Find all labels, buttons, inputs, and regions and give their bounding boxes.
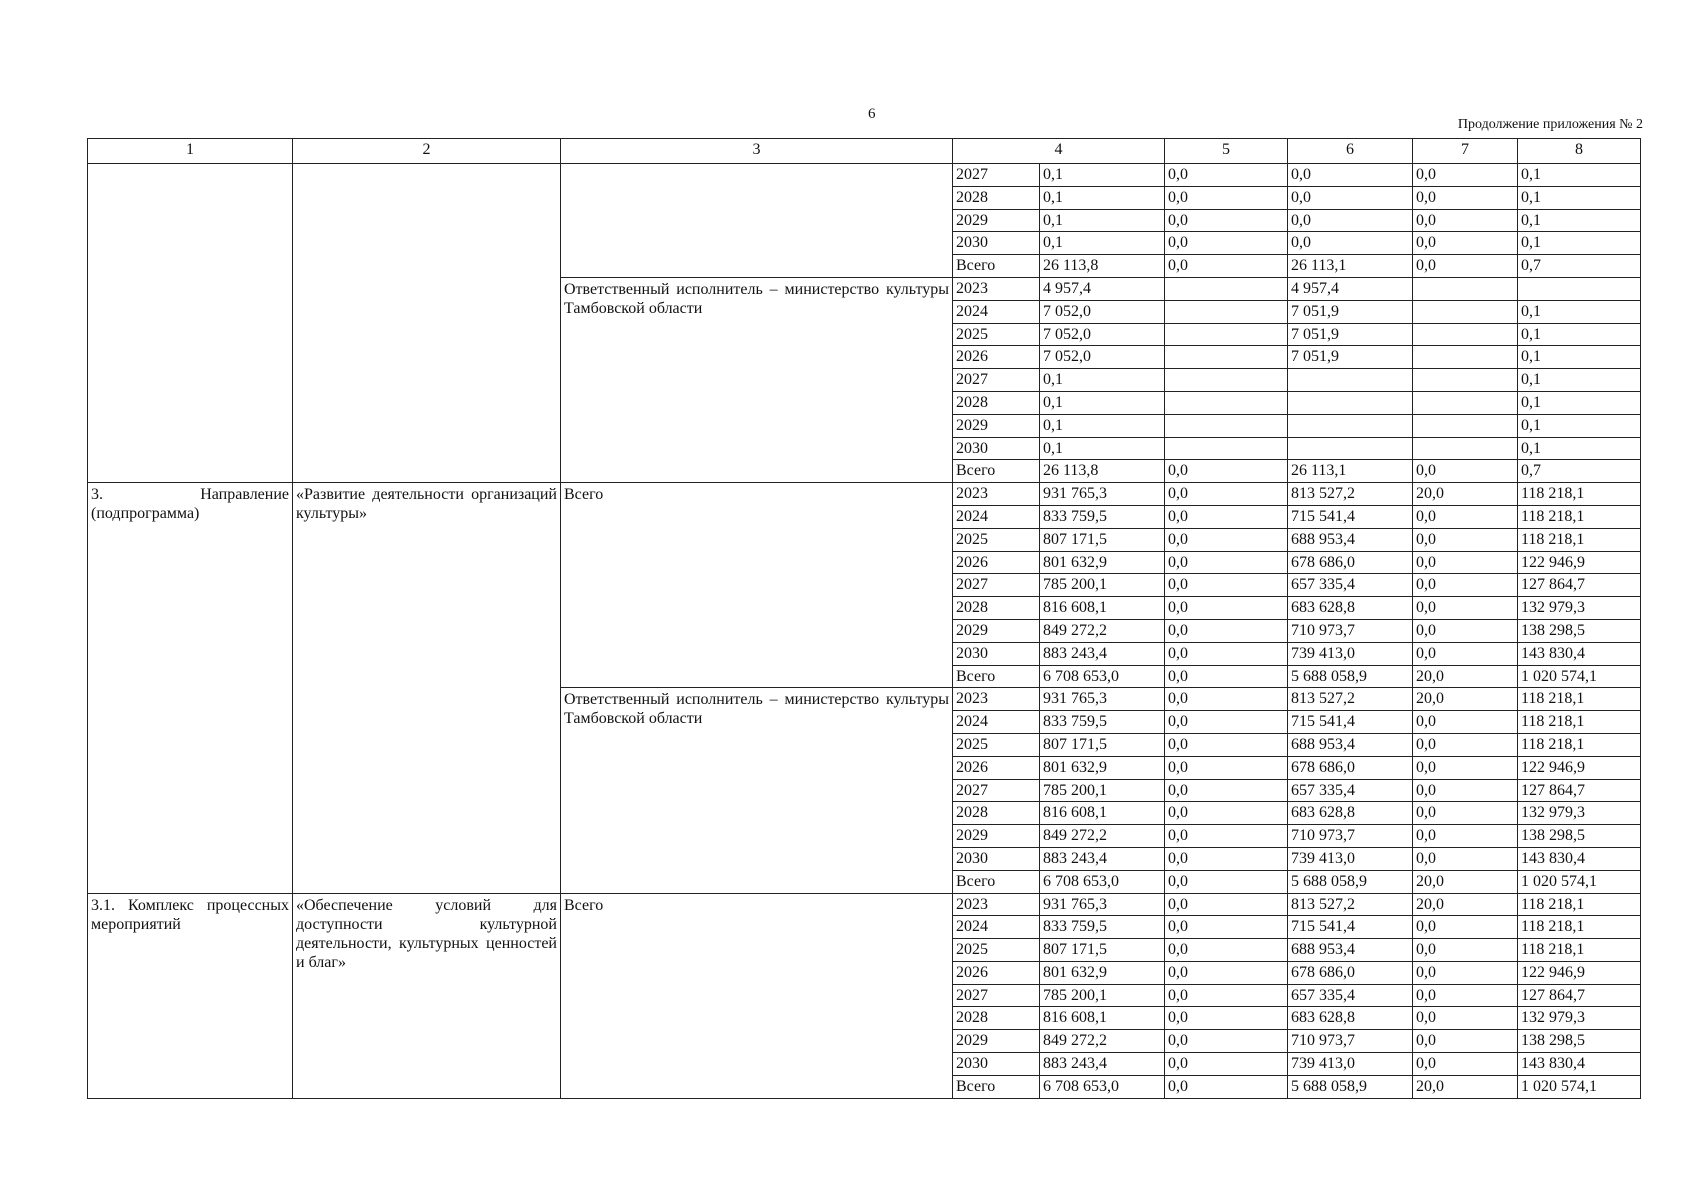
- local-budget-cell: 20,0: [1413, 870, 1518, 893]
- federal-budget-cell: 0,0: [1165, 711, 1288, 734]
- total-cell: 0,1: [1040, 437, 1165, 460]
- federal-budget-cell: [1165, 346, 1288, 369]
- direction-cell: 3.1. Комплекс процессных мероприятий: [88, 893, 293, 1098]
- regional-budget-cell: 688 953,4: [1288, 733, 1413, 756]
- federal-budget-cell: 0,0: [1165, 186, 1288, 209]
- local-budget-cell: 20,0: [1413, 665, 1518, 688]
- executor-cell: Всего: [561, 483, 953, 688]
- regional-budget-cell: 657 335,4: [1288, 779, 1413, 802]
- federal-budget-cell: 0,0: [1165, 209, 1288, 232]
- regional-budget-cell: 710 973,7: [1288, 825, 1413, 848]
- extrabudgetary-cell: 143 830,4: [1518, 847, 1641, 870]
- extrabudgetary-cell: 138 298,5: [1518, 619, 1641, 642]
- year-cell: Всего: [953, 255, 1040, 278]
- federal-budget-cell: [1165, 437, 1288, 460]
- total-cell: 0,1: [1040, 369, 1165, 392]
- year-cell: 2027: [953, 779, 1040, 802]
- year-cell: 2024: [953, 711, 1040, 734]
- year-cell: 2027: [953, 984, 1040, 1007]
- total-cell: 4 957,4: [1040, 277, 1165, 300]
- year-cell: 2029: [953, 619, 1040, 642]
- regional-budget-cell: 739 413,0: [1288, 1053, 1413, 1076]
- total-cell: 7 052,0: [1040, 323, 1165, 346]
- column-header-5: 5: [1165, 139, 1288, 164]
- total-cell: 849 272,2: [1040, 825, 1165, 848]
- local-budget-cell: [1413, 437, 1518, 460]
- extrabudgetary-cell: 1 020 574,1: [1518, 665, 1641, 688]
- total-cell: 26 113,8: [1040, 460, 1165, 483]
- extrabudgetary-cell: 0,1: [1518, 323, 1641, 346]
- local-budget-cell: 0,0: [1413, 1053, 1518, 1076]
- extrabudgetary-cell: 0,1: [1518, 391, 1641, 414]
- table-row: [88, 893, 1641, 916]
- extrabudgetary-cell: 118 218,1: [1518, 733, 1641, 756]
- year-cell: 2029: [953, 209, 1040, 232]
- year-cell: 2026: [953, 961, 1040, 984]
- total-cell: 785 200,1: [1040, 984, 1165, 1007]
- year-cell: 2030: [953, 232, 1040, 255]
- executor-cell: Всего: [561, 893, 953, 1098]
- year-cell: 2023: [953, 688, 1040, 711]
- federal-budget-cell: 0,0: [1165, 1075, 1288, 1098]
- total-cell: 931 765,3: [1040, 688, 1165, 711]
- regional-budget-cell: 813 527,2: [1288, 688, 1413, 711]
- executor-cell: Ответственный исполнитель – министерство культуры Тамбовской области: [561, 277, 953, 482]
- page-number: 6: [868, 106, 876, 122]
- total-cell: 0,1: [1040, 414, 1165, 437]
- total-cell: 807 171,5: [1040, 733, 1165, 756]
- column-header-2: 2: [293, 139, 561, 164]
- local-budget-cell: 0,0: [1413, 984, 1518, 1007]
- regional-budget-cell: 7 051,9: [1288, 300, 1413, 323]
- local-budget-cell: 0,0: [1413, 619, 1518, 642]
- direction-cell: [88, 164, 293, 483]
- local-budget-cell: [1413, 391, 1518, 414]
- table-row: [88, 164, 1641, 187]
- total-cell: 931 765,3: [1040, 483, 1165, 506]
- extrabudgetary-cell: 118 218,1: [1518, 505, 1641, 528]
- total-cell: 6 708 653,0: [1040, 1075, 1165, 1098]
- year-cell: 2026: [953, 551, 1040, 574]
- total-cell: 816 608,1: [1040, 802, 1165, 825]
- year-cell: 2027: [953, 574, 1040, 597]
- total-cell: 0,1: [1040, 209, 1165, 232]
- year-cell: 2025: [953, 323, 1040, 346]
- year-cell: 2028: [953, 391, 1040, 414]
- extrabudgetary-cell: 1 020 574,1: [1518, 870, 1641, 893]
- appendix-continuation-note: Продолжение приложения № 2: [1457, 117, 1643, 132]
- extrabudgetary-cell: 118 218,1: [1518, 916, 1641, 939]
- extrabudgetary-cell: 132 979,3: [1518, 1007, 1641, 1030]
- total-cell: 785 200,1: [1040, 779, 1165, 802]
- regional-budget-cell: 5 688 058,9: [1288, 1075, 1413, 1098]
- regional-budget-cell: 26 113,1: [1288, 255, 1413, 278]
- year-cell: 2025: [953, 733, 1040, 756]
- year-cell: 2023: [953, 277, 1040, 300]
- total-cell: 883 243,4: [1040, 642, 1165, 665]
- federal-budget-cell: 0,0: [1165, 1030, 1288, 1053]
- year-cell: 2024: [953, 300, 1040, 323]
- regional-budget-cell: 688 953,4: [1288, 939, 1413, 962]
- extrabudgetary-cell: 127 864,7: [1518, 779, 1641, 802]
- extrabudgetary-cell: 0,1: [1518, 414, 1641, 437]
- executor-cell: Ответственный исполнитель – министерство культуры Тамбовской области: [561, 688, 953, 893]
- year-cell: 2030: [953, 847, 1040, 870]
- extrabudgetary-cell: 122 946,9: [1518, 756, 1641, 779]
- extrabudgetary-cell: 0,1: [1518, 186, 1641, 209]
- federal-budget-cell: 0,0: [1165, 460, 1288, 483]
- extrabudgetary-cell: 118 218,1: [1518, 711, 1641, 734]
- local-budget-cell: [1413, 414, 1518, 437]
- total-cell: 883 243,4: [1040, 1053, 1165, 1076]
- extrabudgetary-cell: [1518, 277, 1641, 300]
- local-budget-cell: 0,0: [1413, 733, 1518, 756]
- year-cell: 2029: [953, 825, 1040, 848]
- regional-budget-cell: 657 335,4: [1288, 984, 1413, 1007]
- local-budget-cell: [1413, 346, 1518, 369]
- extrabudgetary-cell: 0,7: [1518, 255, 1641, 278]
- program-name-cell: [293, 164, 561, 483]
- year-cell: 2023: [953, 483, 1040, 506]
- federal-budget-cell: [1165, 391, 1288, 414]
- local-budget-cell: 0,0: [1413, 939, 1518, 962]
- table-body: [88, 164, 1641, 1099]
- total-cell: 801 632,9: [1040, 551, 1165, 574]
- federal-budget-cell: 0,0: [1165, 688, 1288, 711]
- extrabudgetary-cell: 127 864,7: [1518, 574, 1641, 597]
- regional-budget-cell: 715 541,4: [1288, 711, 1413, 734]
- total-cell: 6 708 653,0: [1040, 870, 1165, 893]
- local-budget-cell: [1413, 369, 1518, 392]
- extrabudgetary-cell: 0,1: [1518, 300, 1641, 323]
- extrabudgetary-cell: 132 979,3: [1518, 597, 1641, 620]
- federal-budget-cell: 0,0: [1165, 665, 1288, 688]
- local-budget-cell: 0,0: [1413, 232, 1518, 255]
- regional-budget-cell: 739 413,0: [1288, 642, 1413, 665]
- total-cell: 0,1: [1040, 391, 1165, 414]
- extrabudgetary-cell: 122 946,9: [1518, 961, 1641, 984]
- extrabudgetary-cell: 118 218,1: [1518, 939, 1641, 962]
- extrabudgetary-cell: 0,1: [1518, 209, 1641, 232]
- extrabudgetary-cell: 143 830,4: [1518, 642, 1641, 665]
- program-name-cell: «Развитие деятельности организаций культуры»: [293, 483, 561, 893]
- total-cell: 883 243,4: [1040, 847, 1165, 870]
- federal-budget-cell: 0,0: [1165, 961, 1288, 984]
- federal-budget-cell: 0,0: [1165, 939, 1288, 962]
- regional-budget-cell: 813 527,2: [1288, 483, 1413, 506]
- federal-budget-cell: [1165, 300, 1288, 323]
- extrabudgetary-cell: 0,1: [1518, 232, 1641, 255]
- total-cell: 816 608,1: [1040, 1007, 1165, 1030]
- total-cell: 807 171,5: [1040, 528, 1165, 551]
- regional-budget-cell: 657 335,4: [1288, 574, 1413, 597]
- regional-budget-cell: 683 628,8: [1288, 597, 1413, 620]
- total-cell: 0,1: [1040, 232, 1165, 255]
- local-budget-cell: 0,0: [1413, 779, 1518, 802]
- federal-budget-cell: 0,0: [1165, 756, 1288, 779]
- year-cell: 2030: [953, 642, 1040, 665]
- total-cell: 849 272,2: [1040, 619, 1165, 642]
- federal-budget-cell: 0,0: [1165, 733, 1288, 756]
- regional-budget-cell: 813 527,2: [1288, 893, 1413, 916]
- local-budget-cell: 0,0: [1413, 847, 1518, 870]
- total-cell: 26 113,8: [1040, 255, 1165, 278]
- regional-budget-cell: 678 686,0: [1288, 961, 1413, 984]
- local-budget-cell: 0,0: [1413, 597, 1518, 620]
- federal-budget-cell: 0,0: [1165, 232, 1288, 255]
- regional-budget-cell: 5 688 058,9: [1288, 870, 1413, 893]
- extrabudgetary-cell: 0,7: [1518, 460, 1641, 483]
- total-cell: 0,1: [1040, 186, 1165, 209]
- federal-budget-cell: 0,0: [1165, 619, 1288, 642]
- local-budget-cell: [1413, 300, 1518, 323]
- federal-budget-cell: 0,0: [1165, 528, 1288, 551]
- local-budget-cell: 20,0: [1413, 1075, 1518, 1098]
- regional-budget-cell: 710 973,7: [1288, 619, 1413, 642]
- extrabudgetary-cell: 1 020 574,1: [1518, 1075, 1641, 1098]
- local-budget-cell: 0,0: [1413, 186, 1518, 209]
- year-cell: 2028: [953, 802, 1040, 825]
- regional-budget-cell: 678 686,0: [1288, 756, 1413, 779]
- total-cell: 833 759,5: [1040, 711, 1165, 734]
- local-budget-cell: 0,0: [1413, 756, 1518, 779]
- column-header-3: 3: [561, 139, 953, 164]
- total-cell: 849 272,2: [1040, 1030, 1165, 1053]
- year-cell: 2023: [953, 893, 1040, 916]
- federal-budget-cell: 0,0: [1165, 870, 1288, 893]
- total-cell: 801 632,9: [1040, 756, 1165, 779]
- regional-budget-cell: 715 541,4: [1288, 505, 1413, 528]
- local-budget-cell: 0,0: [1413, 164, 1518, 187]
- regional-budget-cell: 0,0: [1288, 209, 1413, 232]
- regional-budget-cell: 688 953,4: [1288, 528, 1413, 551]
- year-cell: 2027: [953, 164, 1040, 187]
- local-budget-cell: [1413, 277, 1518, 300]
- federal-budget-cell: 0,0: [1165, 1053, 1288, 1076]
- year-cell: 2030: [953, 1053, 1040, 1076]
- regional-budget-cell: 5 688 058,9: [1288, 665, 1413, 688]
- extrabudgetary-cell: 143 830,4: [1518, 1053, 1641, 1076]
- year-cell: 2028: [953, 186, 1040, 209]
- federal-budget-cell: 0,0: [1165, 505, 1288, 528]
- total-cell: 801 632,9: [1040, 961, 1165, 984]
- extrabudgetary-cell: 0,1: [1518, 369, 1641, 392]
- local-budget-cell: 20,0: [1413, 688, 1518, 711]
- column-header-4: 4: [953, 139, 1165, 164]
- local-budget-cell: [1413, 323, 1518, 346]
- executor-cell: [561, 164, 953, 278]
- year-cell: 2024: [953, 916, 1040, 939]
- local-budget-cell: 0,0: [1413, 961, 1518, 984]
- table-row: [88, 483, 1641, 506]
- federal-budget-cell: 0,0: [1165, 551, 1288, 574]
- local-budget-cell: 20,0: [1413, 483, 1518, 506]
- regional-budget-cell: 739 413,0: [1288, 847, 1413, 870]
- local-budget-cell: 0,0: [1413, 460, 1518, 483]
- extrabudgetary-cell: 122 946,9: [1518, 551, 1641, 574]
- regional-budget-cell: 0,0: [1288, 186, 1413, 209]
- year-cell: 2026: [953, 346, 1040, 369]
- direction-cell: 3. Направление (подпрограмма): [88, 483, 293, 893]
- local-budget-cell: 0,0: [1413, 1007, 1518, 1030]
- total-cell: 816 608,1: [1040, 597, 1165, 620]
- regional-budget-cell: 7 051,9: [1288, 346, 1413, 369]
- federal-budget-cell: 0,0: [1165, 825, 1288, 848]
- extrabudgetary-cell: 118 218,1: [1518, 528, 1641, 551]
- federal-budget-cell: 0,0: [1165, 255, 1288, 278]
- federal-budget-cell: [1165, 414, 1288, 437]
- local-budget-cell: 0,0: [1413, 711, 1518, 734]
- year-cell: Всего: [953, 1075, 1040, 1098]
- year-cell: 2028: [953, 597, 1040, 620]
- extrabudgetary-cell: 118 218,1: [1518, 483, 1641, 506]
- regional-budget-cell: 710 973,7: [1288, 1030, 1413, 1053]
- year-cell: Всего: [953, 460, 1040, 483]
- year-cell: 2026: [953, 756, 1040, 779]
- local-budget-cell: 0,0: [1413, 825, 1518, 848]
- regional-budget-cell: 26 113,1: [1288, 460, 1413, 483]
- column-header-1: 1: [88, 139, 293, 164]
- local-budget-cell: 0,0: [1413, 505, 1518, 528]
- year-cell: 2027: [953, 369, 1040, 392]
- regional-budget-cell: 7 051,9: [1288, 323, 1413, 346]
- regional-budget-cell: 683 628,8: [1288, 1007, 1413, 1030]
- regional-budget-cell: [1288, 391, 1413, 414]
- federal-budget-cell: [1165, 277, 1288, 300]
- federal-budget-cell: 0,0: [1165, 984, 1288, 1007]
- extrabudgetary-cell: 118 218,1: [1518, 893, 1641, 916]
- total-cell: 0,1: [1040, 164, 1165, 187]
- extrabudgetary-cell: 127 864,7: [1518, 984, 1641, 1007]
- federal-budget-cell: 0,0: [1165, 802, 1288, 825]
- total-cell: 833 759,5: [1040, 916, 1165, 939]
- federal-budget-cell: [1165, 323, 1288, 346]
- local-budget-cell: 0,0: [1413, 574, 1518, 597]
- column-header-7: 7: [1413, 139, 1518, 164]
- extrabudgetary-cell: 0,1: [1518, 437, 1641, 460]
- regional-budget-cell: 4 957,4: [1288, 277, 1413, 300]
- extrabudgetary-cell: 138 298,5: [1518, 1030, 1641, 1053]
- year-cell: Всего: [953, 870, 1040, 893]
- total-cell: 807 171,5: [1040, 939, 1165, 962]
- regional-budget-cell: [1288, 437, 1413, 460]
- local-budget-cell: 0,0: [1413, 802, 1518, 825]
- local-budget-cell: 0,0: [1413, 916, 1518, 939]
- total-cell: 833 759,5: [1040, 505, 1165, 528]
- federal-budget-cell: 0,0: [1165, 847, 1288, 870]
- extrabudgetary-cell: 138 298,5: [1518, 825, 1641, 848]
- year-cell: 2024: [953, 505, 1040, 528]
- year-cell: 2028: [953, 1007, 1040, 1030]
- regional-budget-cell: [1288, 369, 1413, 392]
- regional-budget-cell: 715 541,4: [1288, 916, 1413, 939]
- federal-budget-cell: 0,0: [1165, 483, 1288, 506]
- federal-budget-cell: [1165, 369, 1288, 392]
- year-cell: 2029: [953, 1030, 1040, 1053]
- column-header-8: 8: [1518, 139, 1641, 164]
- year-cell: 2025: [953, 528, 1040, 551]
- total-cell: 7 052,0: [1040, 300, 1165, 323]
- local-budget-cell: 0,0: [1413, 1030, 1518, 1053]
- regional-budget-cell: 0,0: [1288, 164, 1413, 187]
- regional-budget-cell: 678 686,0: [1288, 551, 1413, 574]
- year-cell: 2029: [953, 414, 1040, 437]
- total-cell: 931 765,3: [1040, 893, 1165, 916]
- federal-budget-cell: 0,0: [1165, 164, 1288, 187]
- year-cell: Всего: [953, 665, 1040, 688]
- regional-budget-cell: [1288, 414, 1413, 437]
- federal-budget-cell: 0,0: [1165, 574, 1288, 597]
- program-name-cell: «Обеспечение условий для доступности культурной деятельности, культурных ценностей и благ»: [293, 893, 561, 1098]
- local-budget-cell: 20,0: [1413, 893, 1518, 916]
- local-budget-cell: 0,0: [1413, 642, 1518, 665]
- regional-budget-cell: 0,0: [1288, 232, 1413, 255]
- year-cell: 2030: [953, 437, 1040, 460]
- federal-budget-cell: 0,0: [1165, 597, 1288, 620]
- extrabudgetary-cell: 118 218,1: [1518, 688, 1641, 711]
- local-budget-cell: 0,0: [1413, 209, 1518, 232]
- regional-budget-cell: 683 628,8: [1288, 802, 1413, 825]
- local-budget-cell: 0,0: [1413, 551, 1518, 574]
- federal-budget-cell: 0,0: [1165, 779, 1288, 802]
- federal-budget-cell: 0,0: [1165, 1007, 1288, 1030]
- column-header-6: 6: [1288, 139, 1413, 164]
- column-number-header-row: [88, 139, 1641, 164]
- total-cell: 785 200,1: [1040, 574, 1165, 597]
- federal-budget-cell: 0,0: [1165, 642, 1288, 665]
- extrabudgetary-cell: 0,1: [1518, 346, 1641, 369]
- funding-table: [87, 138, 1641, 1099]
- federal-budget-cell: 0,0: [1165, 916, 1288, 939]
- total-cell: 7 052,0: [1040, 346, 1165, 369]
- local-budget-cell: 0,0: [1413, 528, 1518, 551]
- year-cell: 2025: [953, 939, 1040, 962]
- extrabudgetary-cell: 0,1: [1518, 164, 1641, 187]
- total-cell: 6 708 653,0: [1040, 665, 1165, 688]
- extrabudgetary-cell: 132 979,3: [1518, 802, 1641, 825]
- federal-budget-cell: 0,0: [1165, 893, 1288, 916]
- local-budget-cell: 0,0: [1413, 255, 1518, 278]
